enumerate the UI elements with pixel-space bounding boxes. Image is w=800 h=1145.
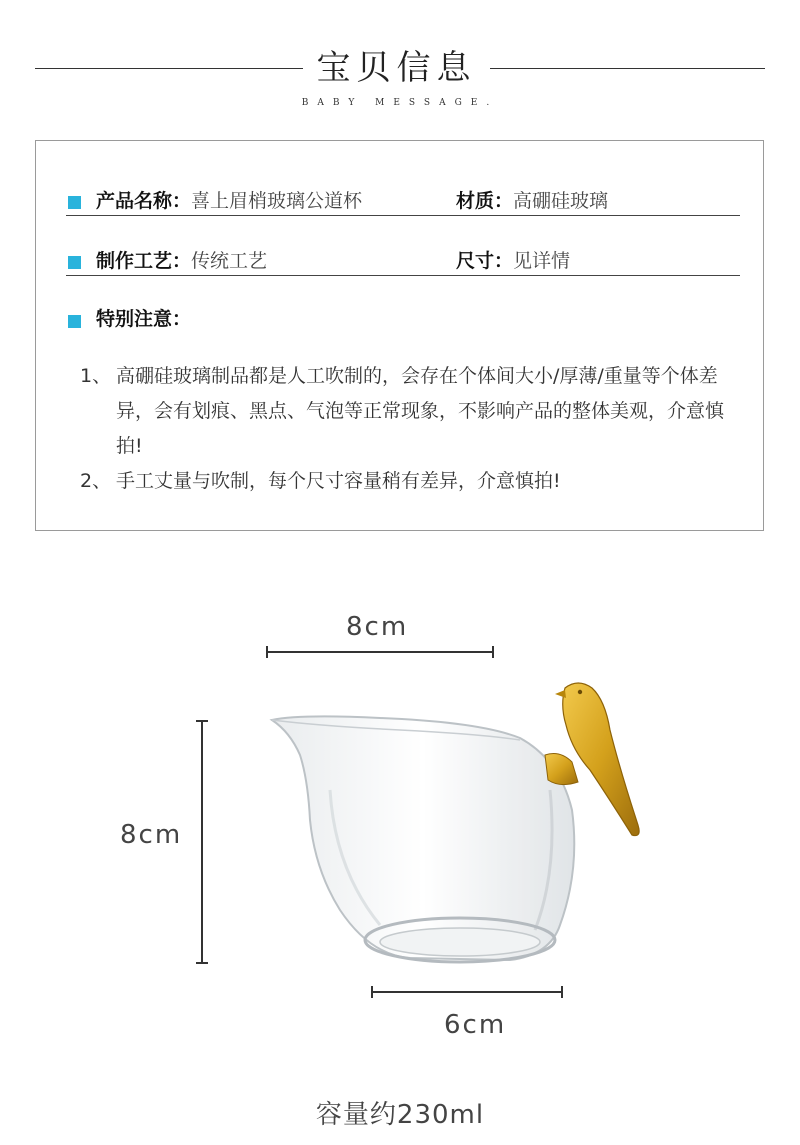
note-item bbox=[80, 464, 750, 499]
product-name-value: 喜上眉梢玻璃公道杯 bbox=[191, 190, 363, 212]
capacity-text: 容量约230ml bbox=[315, 1100, 485, 1130]
product-name-label: 产品名称： bbox=[96, 190, 192, 212]
size-value: 见详情 bbox=[513, 250, 571, 272]
info-row-1 bbox=[66, 174, 740, 216]
header-divider-left bbox=[35, 68, 303, 69]
section-title: 宝贝信息 bbox=[316, 48, 477, 88]
notes-list bbox=[80, 359, 750, 499]
craft-value: 传统工艺 bbox=[191, 250, 268, 272]
product-name-field bbox=[96, 188, 362, 214]
top-width-label: 8cm bbox=[346, 612, 409, 642]
product-info-box bbox=[35, 140, 764, 531]
material-label: 材质： bbox=[456, 190, 514, 212]
header-divider-right bbox=[490, 68, 765, 69]
note-text: 手工丈量与吹制，每个尺寸容量稍有差异，介意慎拍! bbox=[116, 470, 561, 492]
top-width-line bbox=[266, 651, 494, 653]
craft-label: 制作工艺： bbox=[96, 250, 192, 272]
material-value: 高硼硅玻璃 bbox=[513, 190, 609, 212]
size-label: 尺寸： bbox=[456, 250, 514, 272]
size-field bbox=[456, 248, 570, 274]
note-number: 2、 bbox=[80, 470, 112, 492]
material-field bbox=[456, 188, 608, 214]
height-line bbox=[201, 720, 203, 964]
square-bullet-icon bbox=[68, 256, 81, 269]
note-number: 1、 bbox=[80, 365, 112, 387]
craft-field bbox=[96, 248, 267, 274]
section-subtitle: BABY MESSAGE. bbox=[301, 98, 499, 108]
glass-pitcher-image bbox=[260, 670, 660, 980]
bottom-width-label: 6cm bbox=[444, 1010, 507, 1040]
bottom-width-line bbox=[371, 991, 563, 993]
note-item bbox=[80, 359, 750, 464]
notice-heading bbox=[66, 304, 466, 334]
height-label: 8cm bbox=[120, 820, 183, 850]
info-row-2 bbox=[66, 234, 740, 276]
square-bullet-icon bbox=[68, 196, 81, 209]
note-text: 高硼硅玻璃制品都是人工吹制的，会存在个体间大小/厚薄/重量等个体差异，会有划痕、黑点、气泡等正常现象，不影响产品的整体美观，介意慎拍! bbox=[116, 365, 725, 457]
notice-label: 特别注意： bbox=[96, 308, 192, 330]
square-bullet-icon bbox=[68, 315, 81, 328]
